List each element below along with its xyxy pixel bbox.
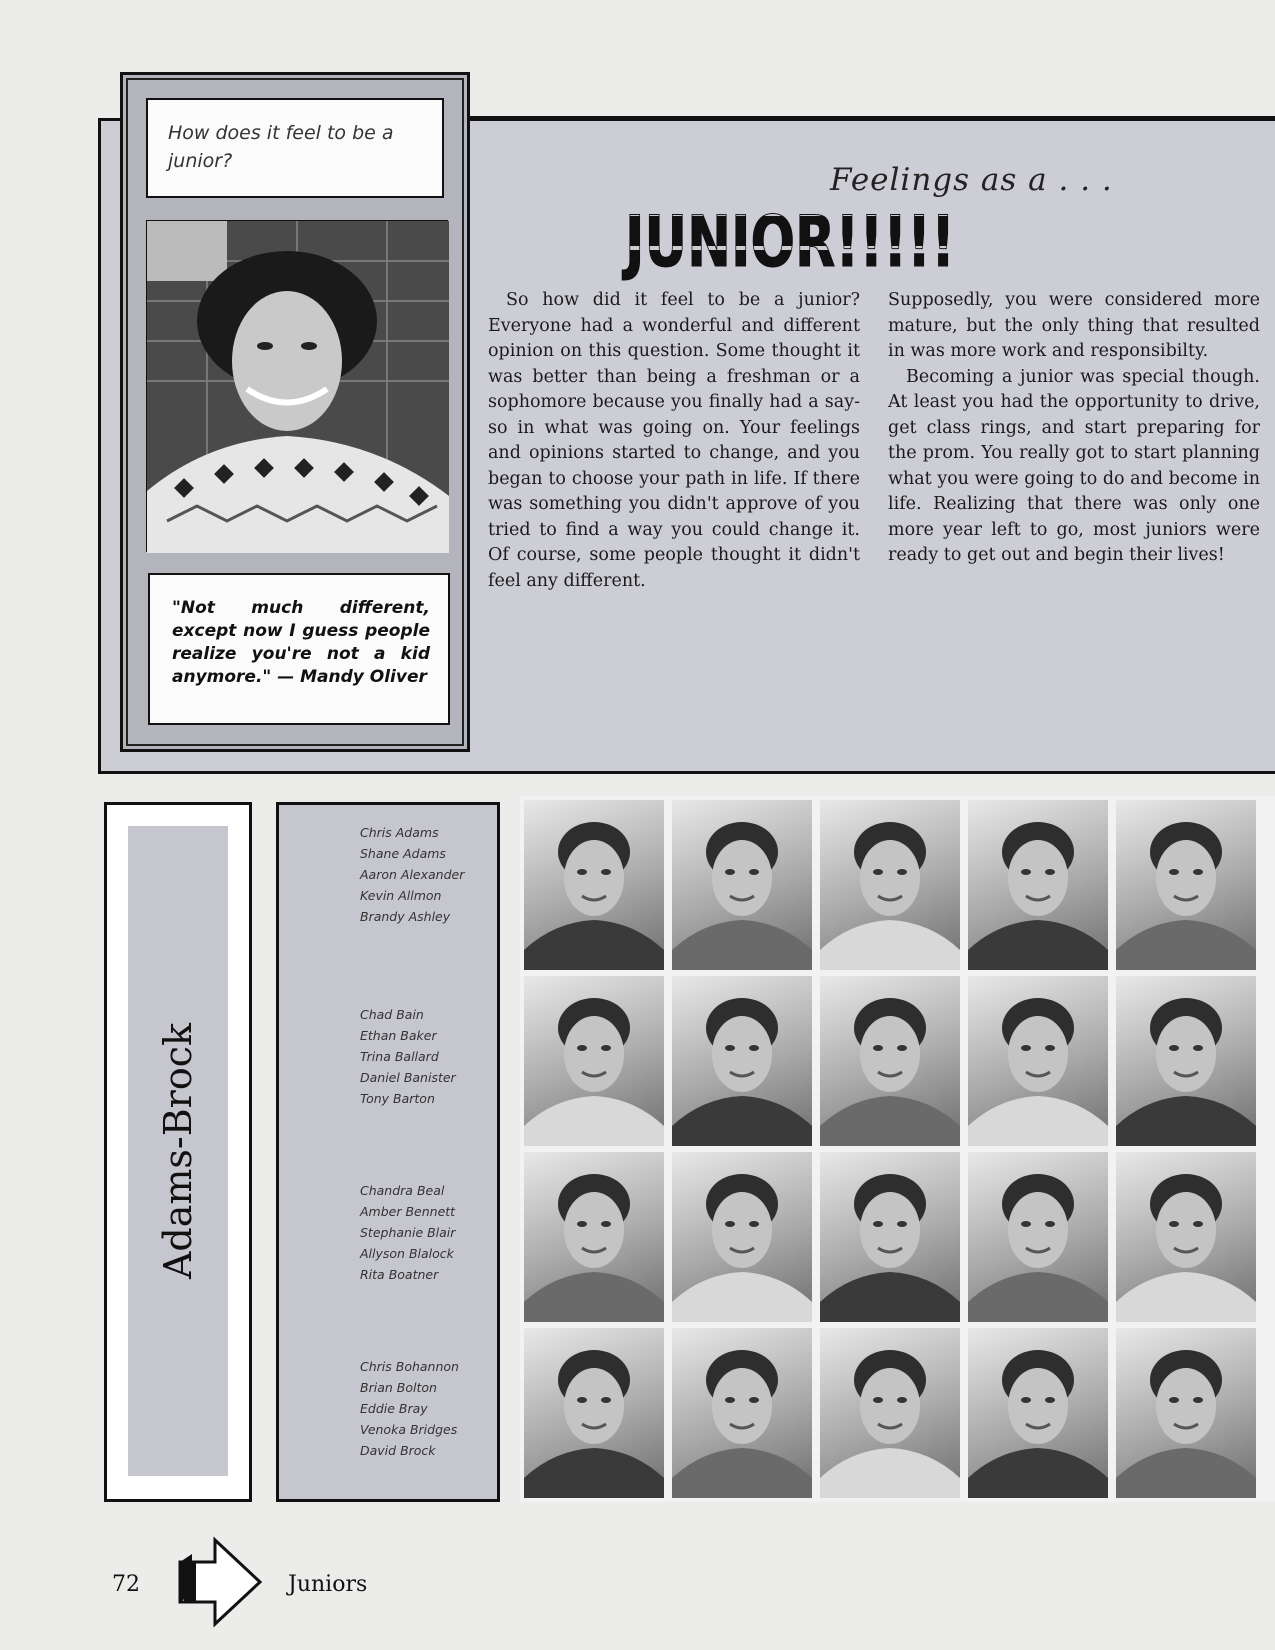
student-portrait <box>1116 1328 1256 1498</box>
article-column-left <box>488 288 860 594</box>
student-name: Ethan Baker <box>360 1028 437 1043</box>
student-portrait <box>1116 800 1256 970</box>
student-portrait <box>1116 976 1256 1146</box>
student-name: Shane Adams <box>360 846 446 861</box>
arrow-right-icon <box>170 1532 270 1632</box>
article-column-right <box>888 288 1260 569</box>
name-group-row-2 <box>360 1004 500 1109</box>
student-name: Kevin Allmon <box>360 888 442 903</box>
student-portrait <box>820 976 960 1146</box>
student-name: Trina Ballard <box>360 1049 439 1064</box>
student-portrait <box>524 1328 664 1498</box>
feature-title-text: JUNIOR!!!!! <box>622 201 955 283</box>
student-portrait <box>672 1328 812 1498</box>
student-portrait <box>1116 1152 1256 1322</box>
question-box <box>146 98 444 198</box>
student-portrait <box>968 800 1108 970</box>
student-name: Brian Bolton <box>360 1380 437 1395</box>
student-name: Eddie Bray <box>360 1401 428 1416</box>
article-paragraph: Supposedly, you were considered more mature, but the only thing that resulted in was more work and responsibilty. <box>888 290 1260 361</box>
quote-box <box>148 573 450 725</box>
student-portrait <box>820 800 960 970</box>
student-name: Brandy Ashley <box>360 909 451 924</box>
student-name: Rita Boatner <box>360 1267 439 1282</box>
student-name: Venoka Bridges <box>360 1422 458 1437</box>
student-portrait <box>820 1328 960 1498</box>
student-portrait <box>524 1152 664 1322</box>
student-name: Chad Bain <box>360 1007 424 1022</box>
student-name: Tony Barton <box>360 1091 435 1106</box>
feature-subtitle: Feelings as a . . . <box>830 162 1113 198</box>
page-number: 72 <box>112 1572 140 1597</box>
section-label: Juniors <box>288 1572 368 1597</box>
name-group-row-4 <box>360 1356 500 1461</box>
section-title <box>128 826 228 1476</box>
name-group-row-3 <box>360 1180 500 1285</box>
feature-top-rule <box>470 116 1275 119</box>
student-photo-grid <box>520 796 1275 1502</box>
article-paragraph: Becoming a junior was special though. At least you had the opportunity to drive, get class rings, and start preparing for the prom. You really got to start planning what you were going to do and become in life. Realizing that there was only one more year left to go, most juniors were ready to get out and begin their lives! <box>888 366 1260 565</box>
student-name: Chris Bohannon <box>360 1359 459 1374</box>
student-name: Aaron Alexander <box>360 867 465 882</box>
featured-student-photo <box>146 220 448 552</box>
student-portrait <box>968 1328 1108 1498</box>
student-name: David Brock <box>360 1443 436 1458</box>
portrait-illustration <box>147 221 449 553</box>
feature-title <box>620 200 960 283</box>
student-name: Allyson Blalock <box>360 1246 454 1261</box>
student-name: Amber Bennett <box>360 1204 456 1219</box>
question-text: How does it feel to be a junior? <box>168 122 394 172</box>
student-portrait <box>524 800 664 970</box>
student-portrait <box>672 800 812 970</box>
student-name: Chandra Beal <box>360 1183 445 1198</box>
student-portrait <box>672 976 812 1146</box>
article-paragraph: So how did it feel to be a junior? Everyone had a wonderful and different opinion on this question. Some thought it was better than being a freshman or a sophomore because you finally had a say-so in what was going on. Your feelings and opinions started to change, and you began to choose your path in life. If there was something you didn't approve of you tried to find a way you could change it. Of course, some people thought it didn't feel any different. <box>488 290 860 591</box>
student-name: Daniel Banister <box>360 1070 456 1085</box>
student-portrait <box>968 976 1108 1146</box>
name-group-row-1 <box>360 822 500 927</box>
student-portrait <box>820 1152 960 1322</box>
student-name: Chris Adams <box>360 825 439 840</box>
student-quote: "Not much different, except now I guess people realize you're not a kid anymore." — Mandy Oliver <box>172 598 430 687</box>
student-portrait <box>672 1152 812 1322</box>
student-portrait <box>524 976 664 1146</box>
section-title-text: Adams-Brock <box>156 1022 201 1280</box>
student-portrait <box>968 1152 1108 1322</box>
student-name: Stephanie Blair <box>360 1225 456 1240</box>
